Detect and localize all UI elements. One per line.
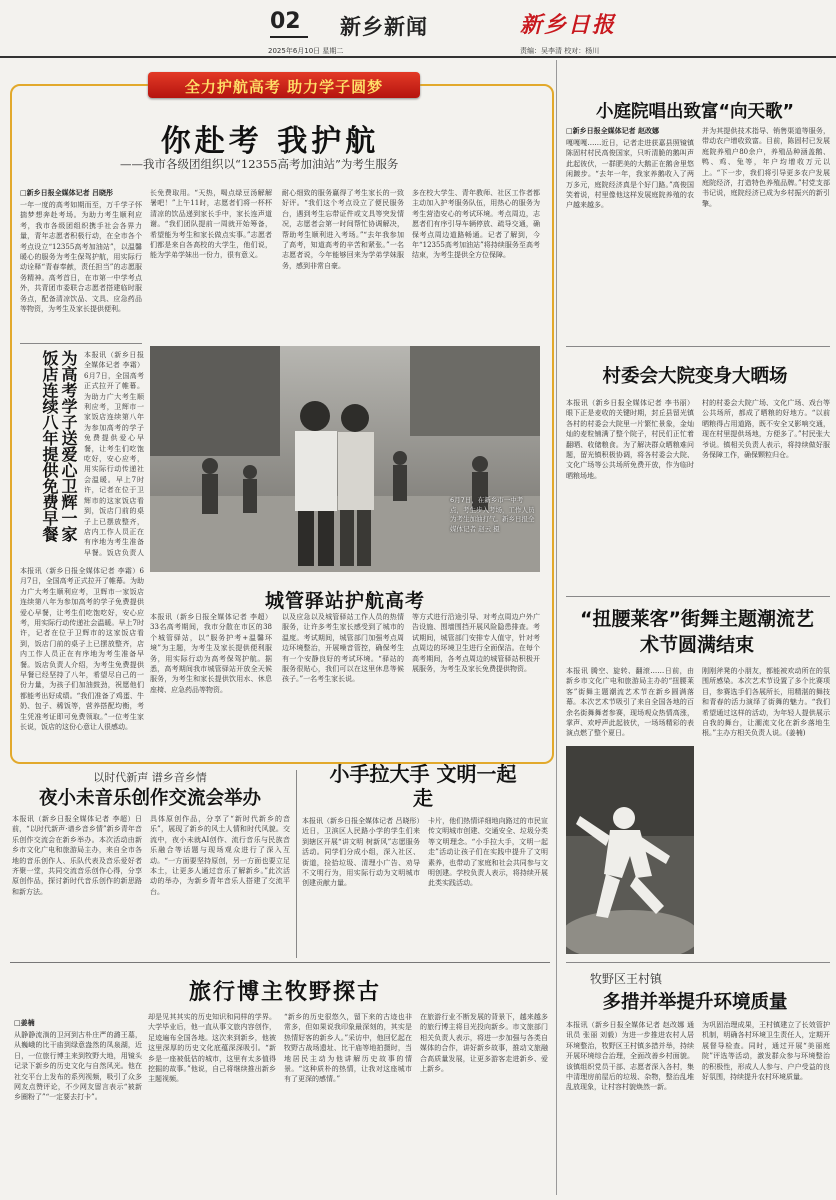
- restaurant-text-wide: 本报讯（新乡日报全媒体记者 李霜）6月7日，全国高考正式拉开了帷幕。为助力广大考生顺利应考，卫辉市一家饭店连续第八年为参加高考的学子免费提供爱心早餐，让考生们吃饱吃好，安心应考，用实际行动传递社会温暖。早上7时许，记者在位于卫辉市的这家饭店看到，饭店门前的桌子上已摆放整齐，店内工作人员正在有序地为考生准备早餐。饭店负责人介绍，为考生免费提供早餐已经坚持了八年，希望尽自己的一份力量，为孩子们加油鼓劲，祝愿他们都能考出好成绩。“我们准备了鸡蛋、牛奶、包子、稀饭等，营养搭配均衡，考生凭准考证即可免费领取。”一位考生家长说，饭店的这份心意让人很感动。: [20, 567, 144, 732]
- courtyard-byline: □新乡日报全媒体记者 赵改娜: [566, 127, 660, 135]
- feature-col-3: 耐心细致的服务赢得了考生家长的一致好评。“我们这个考点设立了便民服务台，遇到考生忘带证件或文具等突发情况，志愿者会第一时间帮忙协调解决，帮助考生顺利进入考场。”“去年我参加了高考，知道高考的辛苦和紧张。”一名志愿者说，今年能够回来为学弟学妹服务，感到非常自豪。: [282, 189, 404, 270]
- courtyard-headline: 小庭院唱出致富“向天歌”: [595, 102, 794, 122]
- chengguan-col-3: 等方式进行沿途引导、对考点周边户外广告设施、围墙围挡开展风险隐患排查。考试期间，城管部门安排专人值守，针对考点周边的环境卫生进行全面保洁。在每个高考期间，各考点周边的城管驿站积极开展服务，为考生及家长免费提供物资。: [412, 613, 540, 674]
- masthead: [0, 0, 836, 55]
- section-title: 新乡新闻: [340, 15, 428, 39]
- river-col-4: 在旅游行业不断发展的背景下，越来越多的旅行博主将目光投向新乡。市文旅部门相关负责人表示，将进一步加强与各类自媒体的合作，讲好新乡故事，推动文旅融合高质量发展，让更多游客走进新乡、爱上新乡。: [420, 1013, 548, 1074]
- feature-banner-text: 全力护航高考 助力学子圆梦: [184, 78, 384, 96]
- committee-headline: 村委会大院变身大晒场: [602, 366, 788, 387]
- dance-col-2: 刚刚斧凳的小朋友，都能被欢动所在的氛围所感染。本次艺术节设置了多个比赛项目，参赛选手们各展所长，用精湛的舞技和青春的活力演绎了街舞的魅力。“我们希望通过这样的活动，为年轻人提供展示自我的舞台，让潮流文化在新乡落地生根。”主办方相关负责人说。(姜楠): [702, 667, 830, 738]
- feature-photo: [150, 346, 540, 572]
- river-col-1: 从静静流淌的卫河到古朴庄严的潞王墓，从巍峨的比干庙到绿意盎然的凤泉湖，近日，一位旅行博主来到牧野大地，用镜头记录下新乡的历史文化与自然风光。他在社交平台上发布的系列视频，吸引了众多网友点赞评论，不少网友留言表示“被新乡圈粉了”“一定要去打卡”。: [14, 1031, 142, 1102]
- right-rule-1: [566, 346, 830, 347]
- chengguan-col-2: 以及应急以及城管驿站工作人员的热情服务，让许多考生家长感受到了城市的温度。考试期间，城管部门加强考点周边环境整治，开展噪音管控，确保考生有一个安静良好的考试环境。“驿站的服务很贴心，我们可以在这里休息等候孩子。”一名考生家长说。: [282, 613, 404, 684]
- music-col-2: 具体原创作品，分享了“新时代新乡的音乐”，展现了新乡的风土人情和时代风貌。交流中，夜小未就AI创作、流行音乐与民族音乐融合等话题与现场观众进行了深入互动。“一方面要坚持原创，另一方面也要立足本土，让更多人通过音乐了解新乡。”此次活动的举办，为新乡青年音乐人搭建了交流平台。: [150, 815, 290, 896]
- environment-kicker: 牧野区王村镇: [590, 972, 663, 986]
- music-headline: 夜小未音乐创作交流会举办: [38, 788, 261, 809]
- committee-col-1: 本报讯（新乡日报全媒体记者 李书丽）眼下正是麦收的关键时期，封丘县留光镇各村的村委会大院里一片繁忙景象，金灿灿的麦粒铺满了整个院子，村民们正忙着翻晒、收储粮食。为了解决群众晒粮难问题，留光镇积极协调，将各村委会大院、文化广场等公共场所免费开放，作为临时晒粮场地。: [566, 399, 694, 480]
- masthead-rule: [0, 56, 836, 58]
- river-headline: 旅行博主牧野探古: [188, 980, 381, 1005]
- environment-col-1: 本报讯（新乡日报全媒体记者 赵改娜 通讯员 张丽 刘毅）为进一步推进农村人居环境整治，牧野区王村镇多措并举，持续开展环境综合治理，全面改善乡村面貌。该镇组织党员干部、志愿者深入各村，集中清理房前屋后的垃圾、杂物，整治乱堆乱放现象，让村容村貌焕然一新。: [566, 1021, 694, 1092]
- issue-date: 2025年6月10日 星期二: [268, 47, 344, 55]
- courtyard-col-2: 并为其提供技术指导、销售渠道等服务，带动农户增收致富。目前，陈固村已发展庭院养殖户80余户，养殖品种涵盖鹅、鸭、鸡、兔等，年户均增收万元以上。“下一步，我们将引导更多农户发展庭院经济，打造特色养殖品牌。”村党支部书记说，庭院经济已成为乡村振兴的新引擎。: [702, 127, 830, 208]
- dance-headline: “扭腰莱客”街舞主题潮流艺术节圆满结束: [580, 608, 814, 656]
- dance-photo: [566, 746, 694, 954]
- river-col-3: “新乡的历史很悠久，留下来的古迹也非常多，但如果说我印象最深刻的，其实是热情好客的新乡人。”采访中，他回忆起在牧野古战场遗址、比干庙等地拍摄时，当地居民主动为他讲解历史故事的情景。“这种质朴的热情，让我对这座城市有了更深的感情。”: [284, 1013, 412, 1084]
- environment-headline: 多措并举提升环境质量: [602, 992, 788, 1013]
- chengguan-col-1: 本报讯（新乡日报全媒体记者 李超）33名高考期间，我市分散在市区的38个城管驿站，以“服务护考+温馨环境”为主题，为考生及家长提供便利服务，用实际行动为高考保驾护航。据悉，高考期间我市城管驿站开放全天候服务，为考生和家长提供饮用水、休息座椅、应急药品等物资。: [150, 613, 272, 694]
- feature-subhead: ——我市各级团组织以“12355高考加油站”为考生服务: [120, 157, 399, 171]
- feature-banner: [148, 72, 420, 98]
- page-number-rule: [270, 36, 308, 38]
- feature-photo-art: [150, 346, 540, 572]
- feature-headline: 你赴考 我护航: [160, 124, 380, 159]
- feature-photo-caption: 6月7日，在新乡市一中考点，考生步入考场，工作人员为考生加油打气。新乡日报全媒体记者 赵云 摄: [450, 496, 535, 533]
- right-column-divider: [556, 60, 557, 1195]
- environment-col-2: 为巩固治理成果，王村镇建立了长效管护机制，明确各村环境卫生责任人，定期开展督导检查。同时，通过开展“美丽庭院”评选等活动，激发群众参与环境整治的积极性，形成人人参与、户户受益的良好氛围，持续提升农村环境质量。: [702, 1021, 830, 1082]
- feature-col-1: 一年一度的高考如期而至，万千学子怀揣梦想奔赴考场。为助力考生顺利应考，我市各级团组织携手社会各界力量，青年志愿者积极行动，在全市各个考点设立“12355高考加油站”，以温馨暖心的服务为考生保驾护航，用实际行动诠释“青春奉献，责任担当”的志愿服务精神。高考首日，在市第一中学考点外，共青团市委联合志愿者搭建临时服务点，配备清凉饮品、文具、应急药品等物资，为考生及家长提供便利。: [20, 201, 142, 314]
- kids-headline: 小手拉大手 文明一起走: [329, 762, 517, 810]
- river-byline: □姜楠: [14, 1019, 35, 1027]
- logo: 新乡日报: [520, 12, 617, 38]
- courtyard-col-1: 嘎嘎嘎……近日，记者走进获嘉县照镜镇陈固村村民高俊国家，只听清脆的鹅叫声此起彼伏，一群肥美的大鹅正在鹅舍里悠闲踱步。“去年一年，我家养鹅收入了两万多元，庭院经济真是个好门路。”高俊国笑着说，村里像他这样发展庭院养殖的农户越来越多。: [566, 139, 694, 210]
- restaurant-text-narrow: 本报讯（新乡日报全媒体记者 李霜）6月7日，全国高考正式拉开了帷幕。为助力广大考生顺利应考，卫辉市一家饭店连续第八年为参加高考的学子免费提供爱心早餐，让考生们吃饱吃好，安心应考，用实际行动传递社会温暖。早上7时许，记者在位于卫辉市的这家饭店看到，饭店门前的桌子上已摆放整齐，店内工作人员正在有序地为考生准备早餐。饭店负责人: [84, 351, 144, 557]
- chengguan-headline: 城管驿站护航高考: [264, 590, 425, 612]
- right-rule-2: [566, 596, 830, 597]
- restaurant-headline: 为高考学子送爱心卫辉一家饭店连续八年提供免费早餐: [40, 350, 78, 542]
- kids-col-1: 本报讯（新乡日报全媒体记者 吕晓彤）近日，卫滨区人民路小学的学生们来到辖区开展“讲文明 树新风”志愿服务活动。同学们分成小组，深入社区、街道，捡拾垃圾、清理小广告、劝导不文明行为，用实际行动为文明城市创建贡献力量。: [302, 817, 420, 888]
- dance-col-1: 本报讯 腾空、旋转、翻滚……日前，由新乡市文化广电和旅游局主办的“扭腰莱客”街舞主题潮流艺术节在新乡圆满落幕。本次艺术节吸引了来自全国各地的百余名街舞舞者参赛，现场观众热情高涨，掌声、欢呼声此起彼伏，一场场精彩的表演点燃了整个夏日。: [566, 667, 694, 738]
- restaurant-rule: [20, 343, 142, 344]
- music-kicker: 以时代新声 谱乡音乡情: [93, 771, 207, 784]
- kids-col-2: 卡片，他们热情详细地向路过的市民宣传文明城市创建、交通安全、垃圾分类等文明理念。“小手拉大手，文明一起走”活动让孩子们在实践中提升了文明素养，也带动了家庭和社会共同参与文明创建。学校负责人表示，将持续开展此类实践活动。: [428, 817, 548, 888]
- feature-col-4: 多在校大学生、青年教师、社区工作者都主动加入护考服务队伍，用热心的服务为考生营造安心的考试环境。考点周边，志愿者们有序引导车辆停放、疏导交通，确保考点周边道路畅通。记者了解到，今年“12355高考加油站”将持续服务至高考结束，为考生提供全方位保障。: [412, 189, 540, 260]
- committee-col-2: 村的村委会大院广场、文化广场、戏台等公共场所，都成了晒粮的好地方。“以前晒粮得占用道路，既不安全又影响交通，现在村里提供场地，方便多了。”村民张大爷说。镇相关负责人表示，将持续做好服务保障工作，确保颗粒归仓。: [702, 399, 830, 460]
- feature-byline: □新乡日报全媒体记者 吕晓彤: [20, 189, 114, 197]
- dance-photo-art: [566, 746, 694, 954]
- kids-divider: [296, 770, 297, 958]
- page-number: 02: [270, 9, 301, 34]
- right-rule-3: [566, 962, 830, 963]
- editor-credits: 责编：吴李清 校对：杨川: [520, 47, 600, 55]
- river-col-2: 却是见其其实的历史知识和同样的学界。大学毕业后，他一直从事文旅内容创作，足迹遍布全国各地。这次来到新乡，他被这里深厚的历史文化底蕴深深吸引。“新乡是一座被低估的城市，这里有太多值得挖掘的故事。”他说，自己将继续推出新乡主题视频。: [148, 1013, 276, 1084]
- music-col-1: 本报讯（新乡日报全媒体记者 李超）日前，“以时代新声·谱乡音乡情”新乡青年音乐创作交流会在新乡举办。本次活动由新乡市文化广电和旅游局主办，来自全市各地的音乐创作人、乐队代表及音乐爱好者齐聚一堂，共同交流音乐创作心得，分享原创作品，探讨新时代音乐创作的新思路和新方法。: [12, 815, 142, 896]
- feature-col-2: 长免费取用。“天热，喝点绿豆汤解解暑吧！”上午11时，志愿者们将一杯杯清凉的饮品递到家长手中，家长连声道谢。“我们团队提前一周就开始筹备，希望能为考生和家长做点实事。”志愿者们都是来自各高校的大学生，他们说，能为学弟学妹出一份力，很有意义。: [150, 189, 272, 260]
- lower-rule: [10, 962, 550, 963]
